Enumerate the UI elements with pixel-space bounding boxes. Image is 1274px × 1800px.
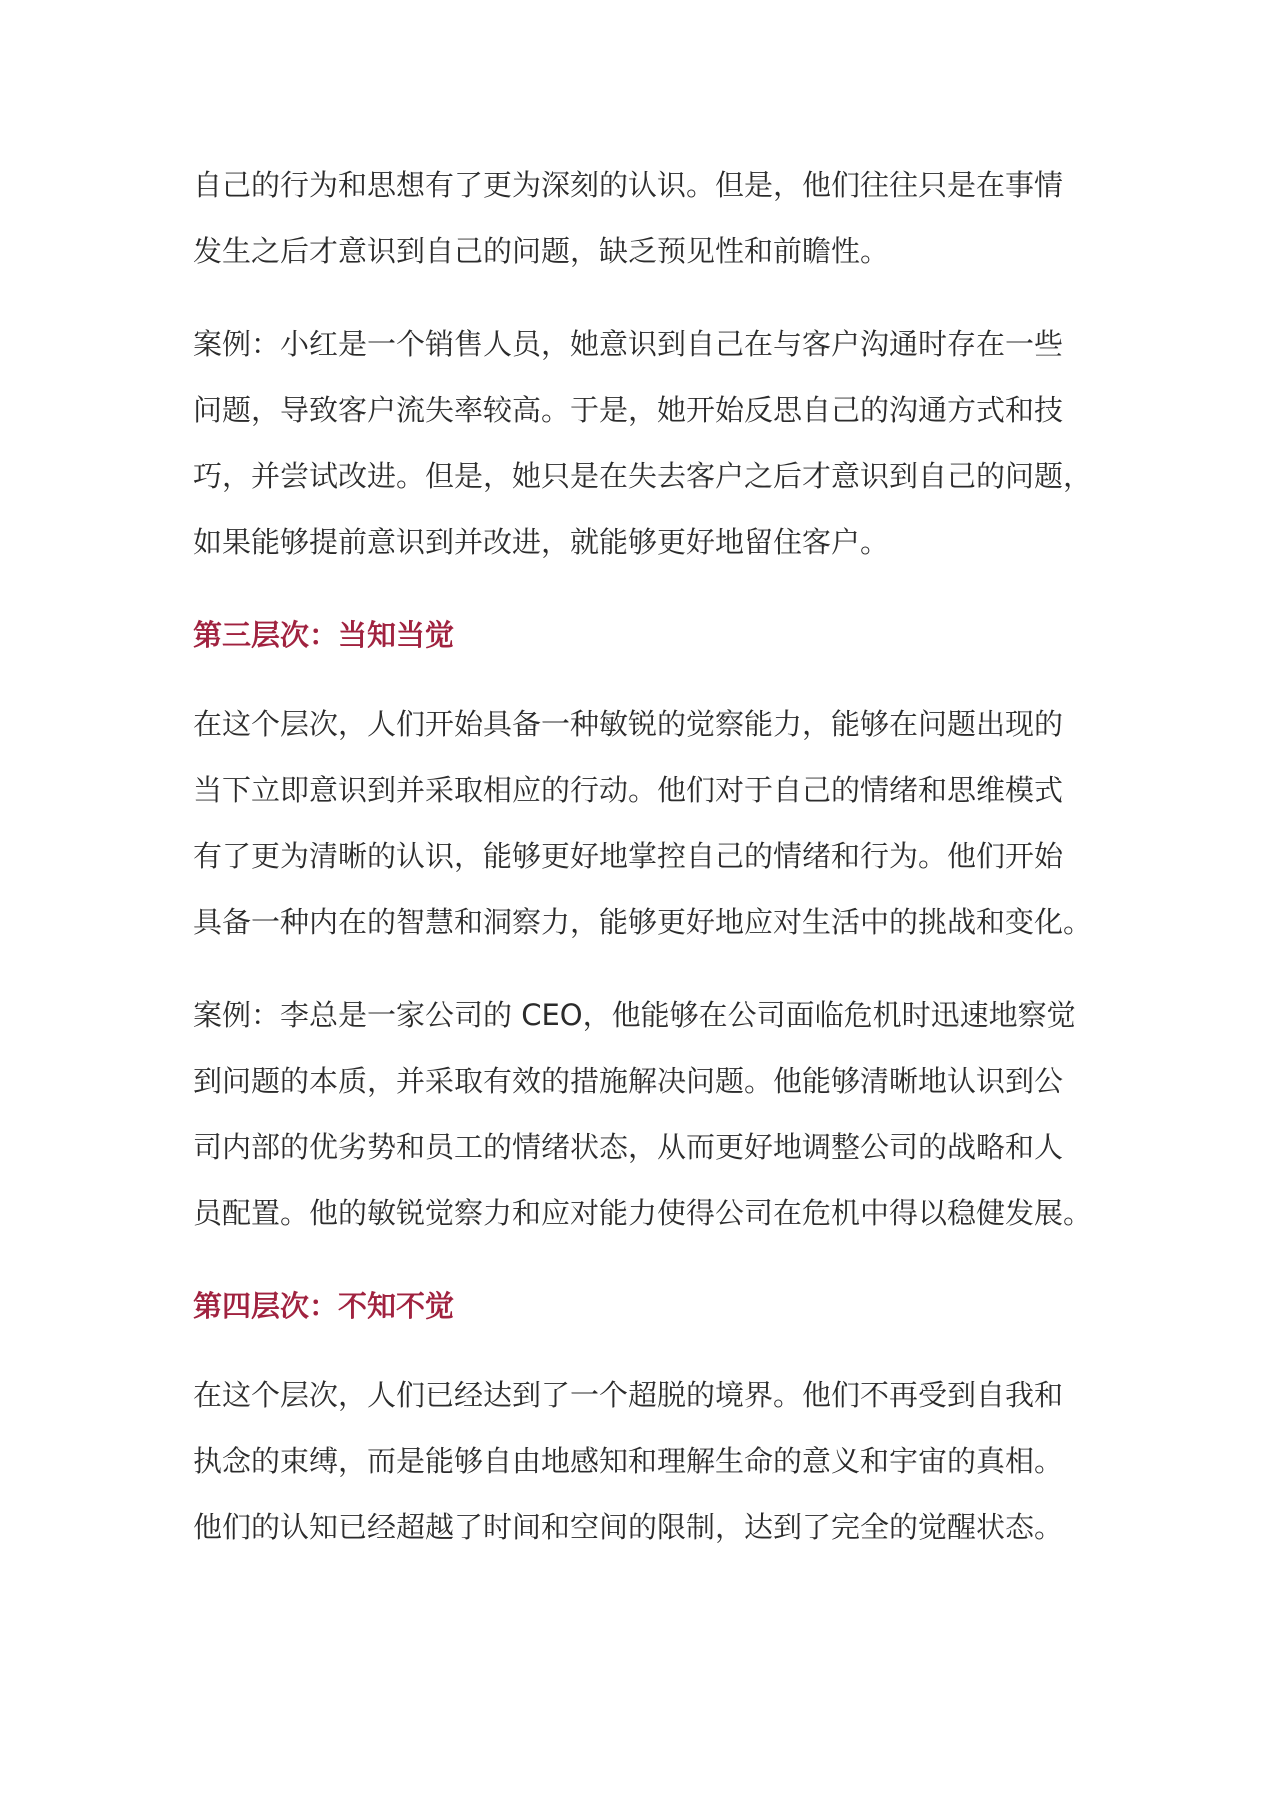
text-line: 执念的束缚，而是能够自由地感知和理解生命的意义和宇宙的真相。	[193, 1444, 1064, 1478]
text-line: 司内部的优劣势和员工的情绪状态，从而更好地调整公司的战略和人	[193, 1130, 1064, 1164]
section-heading: 第四层次：不知不觉	[193, 1289, 455, 1323]
section-heading: 第三层次：当知当觉	[193, 618, 455, 652]
paragraph-level-3	[193, 691, 1093, 955]
text-line: 在这个层次，人们开始具备一种敏锐的觉察能力，能够在问题出现的	[193, 707, 1064, 741]
text-line: 问题，导致客户流失率较高。于是，她开始反思自己的沟通方式和技	[193, 393, 1064, 427]
paragraph-1	[193, 152, 1093, 284]
text-line: 案例：李总是一家公司的 CEO，他能够在公司面临危机时迅速地察觉	[193, 998, 1076, 1032]
text-line: 巧，并尝试改进。但是，她只是在失去客户之后才意识到自己的问题，	[193, 459, 1093, 493]
text-line: 当下立即意识到并采取相应的行动。他们对于自己的情绪和思维模式	[193, 773, 1064, 807]
section-heading-level-4	[193, 1273, 1093, 1339]
text-line: 员配置。他的敏锐觉察力和应对能力使得公司在危机中得以稳健发展。	[193, 1196, 1093, 1230]
text-line: 他们的认知已经超越了时间和空间的限制，达到了完全的觉醒状态。	[193, 1510, 1064, 1544]
text-line: 到问题的本质，并采取有效的措施解决问题。他能够清晰地认识到公	[193, 1064, 1064, 1098]
text-line: 案例：小红是一个销售人员，她意识到自己在与客户沟通时存在一些	[193, 327, 1064, 361]
paragraph-case-xiaohong	[193, 311, 1093, 575]
paragraph-case-ceo	[193, 982, 1093, 1246]
paragraph-level-4	[193, 1362, 1093, 1560]
text-line: 发生之后才意识到自己的问题，缺乏预见性和前瞻性。	[193, 234, 890, 268]
section-heading-level-3	[193, 602, 1093, 668]
text-line: 自己的行为和思想有了更为深刻的认识。但是，他们往往只是在事情	[193, 168, 1064, 202]
text-line: 具备一种内在的智慧和洞察力，能够更好地应对生活中的挑战和变化。	[193, 905, 1093, 939]
text-line: 如果能够提前意识到并改进，就能够更好地留住客户。	[193, 525, 890, 559]
text-line: 有了更为清晰的认识，能够更好地掌控自己的情绪和行为。他们开始	[193, 839, 1064, 873]
text-line: 在这个层次，人们已经达到了一个超脱的境界。他们不再受到自我和	[193, 1378, 1064, 1412]
